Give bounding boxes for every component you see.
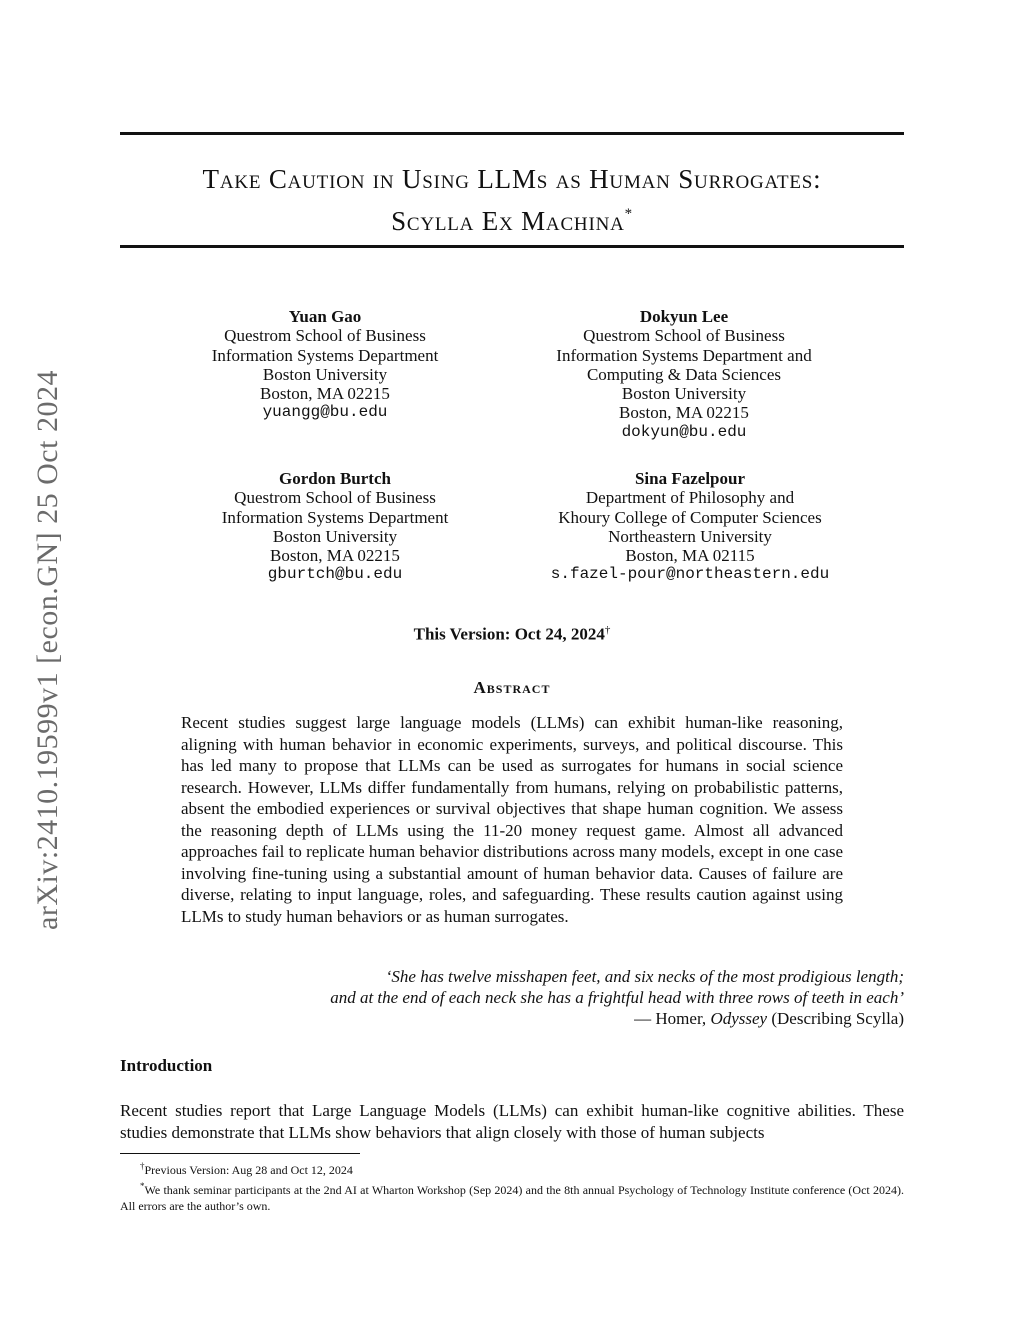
version-text: This Version: Oct 24, 2024 xyxy=(413,624,605,644)
abstract-heading: Abstract xyxy=(473,678,551,697)
footnote-rule xyxy=(120,1153,360,1154)
epigraph-line-2: and at the end of each neck she has a frightful head with three rows of teeth in each’ xyxy=(330,988,904,1007)
author-email: s.fazel-pour@northeastern.edu xyxy=(550,565,830,584)
title-bottom-rule xyxy=(120,245,904,248)
introduction-heading: Introduction xyxy=(120,1056,213,1075)
footnotes xyxy=(120,1158,904,1214)
attribution-prefix: — Homer, xyxy=(634,1009,711,1028)
author-block-gordon-burtch xyxy=(180,469,490,585)
title-footnote-mark: * xyxy=(624,206,633,222)
footnote-version xyxy=(120,1158,904,1178)
affiliation-line: Boston University xyxy=(272,526,398,546)
footnote-acknowledgement xyxy=(120,1178,904,1214)
affiliation-line: Boston, MA 02215 xyxy=(270,546,400,566)
affiliation-line: Northeastern University xyxy=(608,526,772,546)
author-name: Dokyun Lee xyxy=(639,307,729,326)
affiliation-line: Information Systems Department and xyxy=(556,345,812,365)
title-line-1: Take Caution in Using LLMs as Human Surrogates: xyxy=(202,164,822,194)
footnote-mark: * xyxy=(140,1181,145,1191)
affiliation-line: Boston University xyxy=(262,364,388,384)
epigraph xyxy=(240,966,904,1029)
attribution-suffix: (Describing Scylla) xyxy=(767,1009,904,1028)
affiliation-line: Boston University xyxy=(621,384,747,404)
introduction-text: Recent studies report that Large Language Models (LLMs) can exhibit human-like cognitive abilities. These studies demonstrate that LLMs show behaviors that align closely with those of human subjects xyxy=(120,1101,904,1142)
title-subtitle: Scylla Ex Machina xyxy=(391,206,625,236)
author-name: Gordon Burtch xyxy=(279,469,391,488)
affiliation-line: Boston, MA 02115 xyxy=(625,546,755,566)
affiliation-line: Questrom School of Business xyxy=(224,326,426,346)
title-top-rule xyxy=(120,132,904,135)
affiliation-line: Questrom School of Business xyxy=(583,326,785,346)
affiliation-line: Boston, MA 02215 xyxy=(619,403,749,423)
affiliation-line: Information Systems Department xyxy=(221,507,449,527)
paper-title xyxy=(120,162,904,239)
version-line xyxy=(120,624,904,645)
affiliation-line: Khoury College of Computer Sciences xyxy=(558,507,822,527)
footnote-text: We thank seminar participants at the 2nd AI at Wharton Workshop (Sep 2024) and the 8th annual Psychology of Technology Institute conference (Oct 2024). All errors are the author’s own. xyxy=(120,1183,904,1213)
author-email: dokyun@bu.edu xyxy=(621,422,747,441)
arxiv-sidebar-stamp xyxy=(18,340,78,960)
attribution-work: Odyssey xyxy=(710,1009,768,1028)
author-block-dokyun-lee xyxy=(520,307,848,442)
author-name: Sina Fazelpour xyxy=(634,469,746,488)
author-email: yuangg@bu.edu xyxy=(262,403,388,422)
affiliation-line: Information Systems Department xyxy=(211,345,439,365)
abstract-text: Recent studies suggest large language models (LLMs) can exhibit human-like reasoning, aligning with human behavior in economic experiments, surveys, and political discourse. This has led many to propose that LLMs can be used as surrogates for humans in social science research. However, LLMs differ fundamentally from humans, relying on probabilistic patterns, absent the embodied experiences or survival objectives that shape human cognition. We assess the reasoning depth of LLMs using the 11-20 money request game. Almost all advanced approaches fail to replicate human behavior distributions across many models, except in one case involving fine-tuning using a substantial amount of human behavior data. Causes of failure are diverse, relating to input language, roles, and safeguarding. These results caution against using LLMs to study human behaviors or as human surrogates. xyxy=(181,713,843,926)
footnote-mark: † xyxy=(140,1161,145,1171)
version-footnote-mark: † xyxy=(604,624,611,636)
epigraph-attribution xyxy=(240,1008,904,1029)
affiliation-line: Questrom School of Business xyxy=(234,488,436,508)
author-block-sina-fazelpour xyxy=(520,469,860,585)
arxiv-identifier: arXiv:2410.19599v1 [econ.GN] 25 Oct 2024 xyxy=(31,370,64,930)
author-email: gburtch@bu.edu xyxy=(267,565,403,584)
footnote-text: Previous Version: Aug 28 and Oct 12, 2024 xyxy=(144,1163,353,1177)
author-name: Yuan Gao xyxy=(288,307,362,326)
affiliation-line: Boston, MA 02215 xyxy=(260,384,390,404)
epigraph-line-1: ‘She has twelve misshapen feet, and six necks of the most prodigious length; xyxy=(385,967,904,986)
title-line-2 xyxy=(120,197,904,239)
author-block-yuan-gao xyxy=(170,307,480,423)
affiliation-line: Department of Philosophy and xyxy=(585,488,795,508)
affiliation-line: Computing & Data Sciences xyxy=(586,364,782,384)
